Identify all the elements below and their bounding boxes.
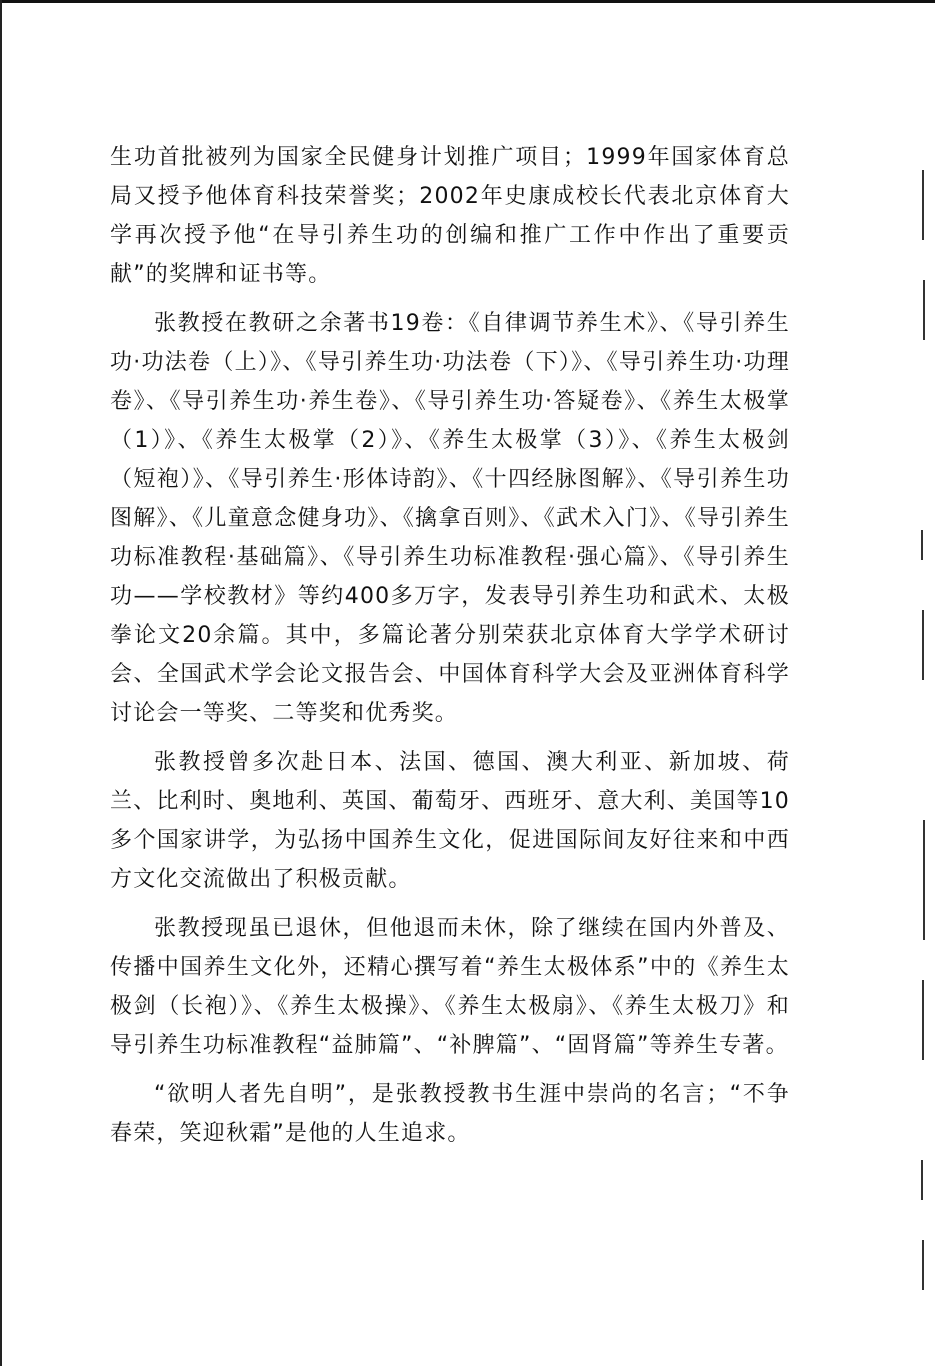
- paragraph-2: 张教授在教研之余著书19卷：《自律调节养生术》、《导引养生功·功法卷（上）》、《导引养生功·功法卷（下）》、《导引养生功·功理卷》、《导引养生功·养生卷》、《导引养生功·答疑卷》、《养生太极掌（1）》、《养生太极掌（2）》、《养生太极掌（3）》、《养生太极剑（短袍）》、《导引养生·形体诗韵》、《十四经脉图解》、《导引养生功图解》、《儿童意念健身功》、《擒拿百则》、《武术入门》、《导引养生功标准教程·基础篇》、《导引养生功标准教程·强心篇》、《导引养生功——学校教材》等约400多万字，发表导引养生功和武术、太极拳论文20余篇。其中，多篇论著分别荣获北京体育大学学术研讨会、全国武术学会论文报告会、中国体育科学大会及亚洲体育科学讨论会一等奖、二等奖和优秀奖。: [110, 311, 790, 726]
- paragraph-1: 生功首批被列为国家全民健身计划推广项目；1999年国家体育总局又授予他体育科技荣誉奖；2002年史康成校长代表北京体育大学再次授予他“在导引养生功的创编和推广工作中作出了重要贡献”的奖牌和证书等。: [110, 145, 790, 287]
- scan-edge-marks: [918, 170, 928, 1320]
- page-left-edge: [0, 0, 2, 1366]
- paragraph-3: 张教授曾多次赴日本、法国、德国、澳大利亚、新加坡、荷兰、比利时、奥地利、英国、葡萄牙、西班牙、意大利、美国等10多个国家讲学，为弘扬中国养生文化，促进国际间友好往来和中西方文化交流做出了积极贡献。: [110, 750, 790, 892]
- page-top-edge: [0, 0, 935, 3]
- scan-mark: [923, 280, 925, 340]
- scan-mark: [922, 610, 924, 680]
- scan-mark: [922, 170, 924, 240]
- scan-mark: [923, 820, 925, 940]
- paragraph-5: “欲明人者先自明”，是张教授教书生涯中崇尚的名言；“不争春荣，笑迎秋霜”是他的人生追求。: [110, 1082, 790, 1146]
- paragraph-4: 张教授现虽已退休，但他退而未休，除了继续在国内外普及、传播中国养生文化外，还精心撰写着“养生太极体系”中的《养生太极剑（长袍）》、《养生太极操》、《养生太极扇》、《养生太极刀》和导引养生功标准教程“益肺篇”、“补脾篇”、“固肾篇”等养生专著。: [110, 916, 790, 1058]
- scan-mark: [922, 980, 924, 1060]
- scan-mark: [921, 1160, 923, 1200]
- scan-mark: [921, 530, 923, 560]
- document-body: [110, 138, 790, 1163]
- scan-mark: [922, 1240, 924, 1290]
